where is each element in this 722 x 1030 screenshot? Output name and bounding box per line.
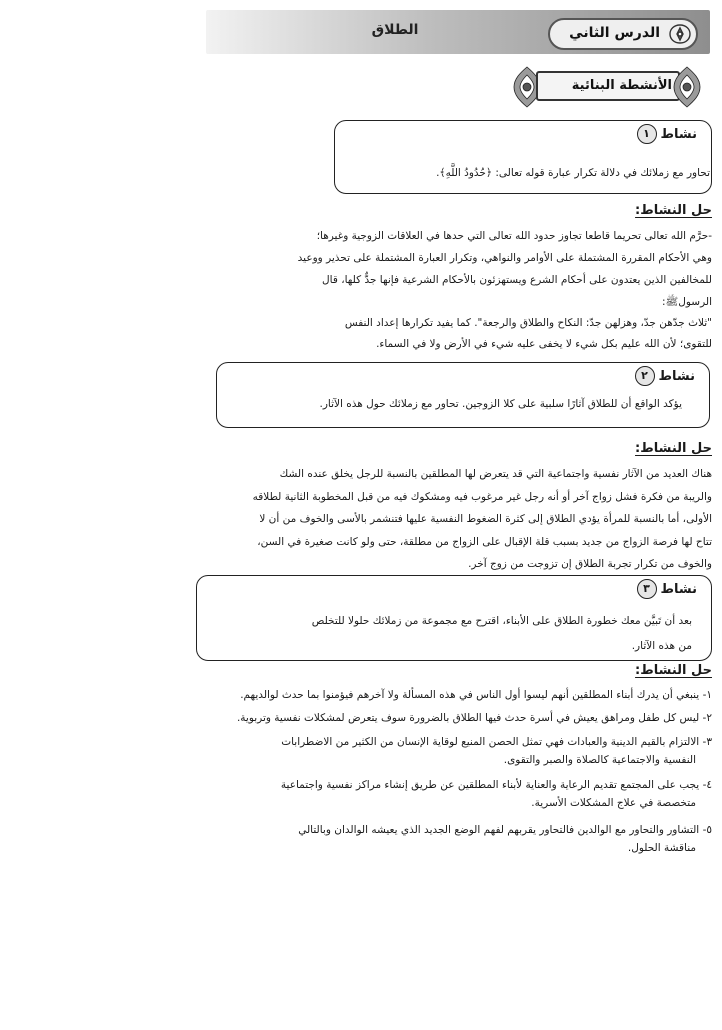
solution-3-item: ٣- الالتزام بالقيم الدينية والعبادات فهي تمثل الحصن المنيع لوقاية الإنسان من الكثير من الاضطرابات — [281, 736, 712, 748]
solution-2-line: الأولى، أما بالنسبة للمرأة يؤدي الطلاق إلى كثرة الضغوط النفسية عليها فتنشمر بالأسى والخوف من أن لا — [259, 513, 712, 525]
solution-3-item: ٥- التشاور والتحاور مع الوالدين فالتحاور يقربهم لفهم الوضع الجديد الذي يعيشه الوالدان وبالتالي — [298, 824, 712, 836]
solution-2-line: هناك العديد من الآثار نفسية واجتماعية التي قد يتعرض لها المطلقين بالنسبة للرجل يخلق عنده الشك — [279, 468, 712, 480]
solution-2-line: والريبة من فكرة فشل زواج آخر أو أنه رجل غير مرغوب فيه ومشكوك فيه من قبل المخطوبة الثانية لطلاقه — [252, 491, 712, 503]
solution-3-heading: حل النشاط: — [635, 663, 712, 678]
activities-title-frame — [536, 71, 680, 101]
solution-3-item-continued: النفسية والاجتماعية كالصلاة والصبر والتقوى. — [503, 754, 696, 766]
activity-1-text: تحاور مع زملائك في دلالة تكرار عبارة قوله تعالى: ﴿حُدُودُ اللَّهِ﴾. — [436, 167, 710, 179]
arabesque-ornament-icon — [668, 23, 692, 45]
solution-1-line: للمخالفين الذين يعتدون على أحكام الشرع ويستهزئون بالأحكام الشرعية فإنها جدٌّ كلها، قال — [322, 274, 712, 286]
activities-title: الأنشطة البنائية — [571, 78, 672, 93]
solution-1-line: للتقوى؛ لأن الله عليم بكل شيء لا يخفى عليه شيء في الأرض ولا في السماء. — [376, 338, 712, 350]
activity-2-text: يؤكد الواقع أن للطلاق آثارًا سلبية على كلا الزوجين. تحاور مع زملائك حول هذه الآثار. — [319, 398, 682, 410]
lesson-badge — [548, 18, 698, 50]
solution-1-line: -حرَّم الله تعالى تحريما قاطعا تجاوز حدود الله تعالى التي حدها في العلاقات الزوجية وغيرها؛ — [316, 230, 712, 242]
solution-1-line: وهي الأحكام المقررة المشتملة على الأوامر والنواهي، وتكرار العبارة المشتملة على تحذير ووعيد — [297, 252, 712, 264]
activity-label: نشاط — [658, 368, 695, 384]
solution-2-heading: حل النشاط: — [635, 441, 712, 456]
activity-3-text-line-2: من هذه الآثار. — [631, 640, 692, 652]
solution-1-line: الرسولﷺ: — [662, 296, 712, 308]
activity-2-tab — [629, 363, 704, 389]
activity-label: نشاط — [660, 126, 697, 142]
activity-3-tab — [631, 576, 706, 602]
solution-1-heading: حل النشاط: — [635, 203, 712, 218]
solution-3-item: ١- ينبغي أن يدرك أبناء المطلقين أنهم ليسوا أول الناس في هذه المسألة ولا آخرهم فيؤمنوا بما حدث لوالديهم. — [240, 689, 712, 701]
solution-1-line: "ثلاث جدّهن جدّ، وهزلهن جدّ: النكاح والطلاق والرجعة". كما يفيد تكرارها إعداد النفس — [344, 317, 712, 329]
activities-banner — [512, 65, 702, 109]
solution-3-item-continued: متخصصة في علاج المشكلات الأسرية. — [531, 797, 696, 809]
solution-3-item: ٤- يجب على المجتمع تقديم الرعاية والعناية لأبناء المطلقين عن طريق إنشاء مراكز نفسية واجتماعية — [280, 779, 712, 791]
solution-3-item: ٢- ليس كل طفل ومراهق يعيش في أسرة حدث فيها الطلاق بالضرورة سوف يتعرض لمشكلات نفسية وتربوية. — [236, 712, 712, 724]
activity-number: ٢ — [635, 366, 655, 386]
activity-label: نشاط — [660, 581, 697, 597]
activity-1-tab — [631, 121, 706, 147]
lesson-number-label: الدرس الثاني — [569, 25, 660, 41]
solution-2-line: والخوف من تكرار تجربة الطلاق إن تزوجت من زوج آخر. — [468, 558, 712, 570]
activity-number: ١ — [637, 124, 657, 144]
solution-3-item-continued: مناقشة الحلول. — [627, 842, 696, 854]
lesson-title: الطلاق — [371, 22, 419, 38]
activity-3-text-line-1: بعد أن تَبيَّن معك خطورة الطلاق على الأبناء، اقترح مع مجموعة من زملائك حلولا للتخلص — [311, 615, 692, 627]
activity-number: ٣ — [637, 579, 657, 599]
solution-2-line: تتاح لها فرصة الزواج من جديد بسبب قلة الإقبال على الزواج من مطلقة، حتى ولو كانت صغيرة في السن، — [257, 536, 712, 548]
arabesque-ornament-icon — [672, 65, 702, 109]
